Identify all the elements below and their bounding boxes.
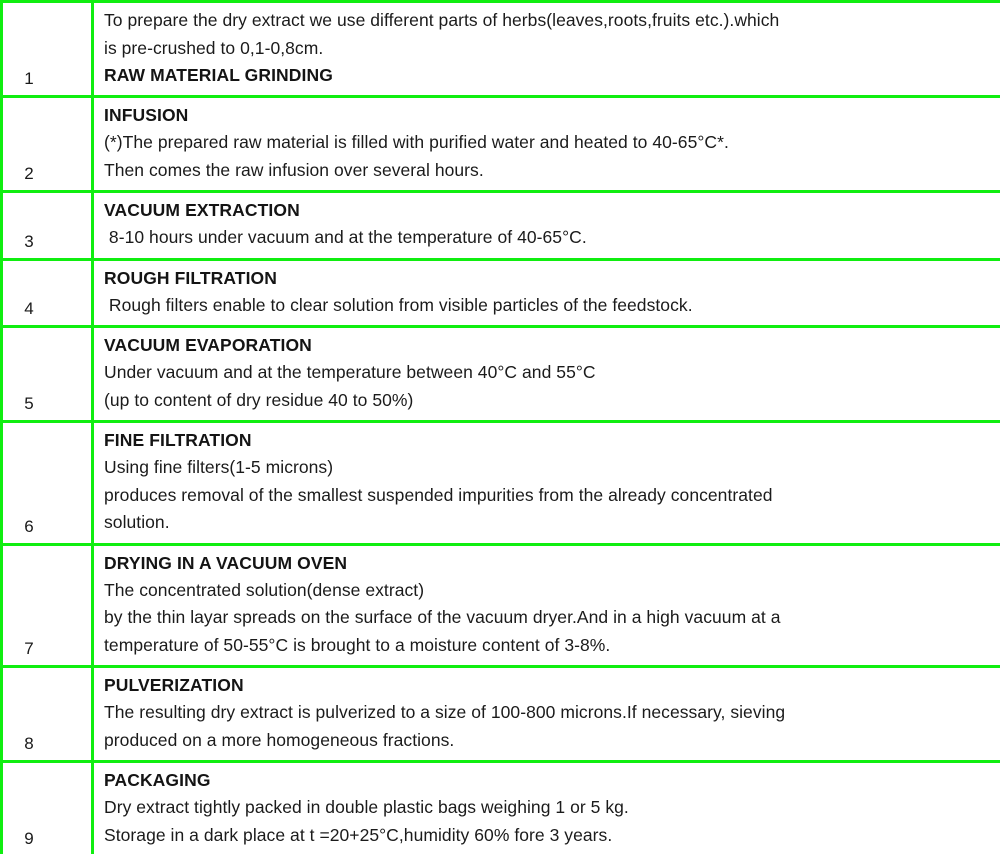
step-description-line: The concentrated solution(dense extract) — [104, 579, 425, 600]
step-content-cell — [93, 422, 1000, 545]
step-description-line: produces removal of the smallest suspended impurities from the already concentrated — [104, 484, 773, 505]
step-number: 3 — [24, 231, 34, 251]
step-description-line: Under vacuum and at the temperature between 40°C and 55°C — [104, 362, 596, 382]
step-description-line: (*)The prepared raw material is filled with purified water and heated to 40-65°C*. — [104, 132, 729, 152]
step-title: DRYING IN A VACUUM OVEN — [104, 552, 348, 573]
step-title: ROUGH FILTRATION — [104, 267, 278, 288]
step-description-line: by the thin layar spreads on the surface of the vacuum dryer.And in a high vacuum at a — [104, 607, 781, 627]
table-row — [2, 327, 1000, 422]
step-description-line: Storage in a dark place at t =20+25°C,humidity 60% fore 3 years. — [104, 824, 613, 845]
step-content-cell — [93, 2, 1000, 97]
step-title: PACKAGING — [104, 770, 211, 790]
step-title: PULVERIZATION — [104, 675, 244, 695]
table-body — [2, 2, 1000, 854]
step-number: 8 — [24, 734, 34, 753]
step-content-cell — [93, 327, 1000, 422]
step-description-line: 8-10 hours under vacuum and at the temperature of 40-65°C. — [104, 227, 587, 247]
step-number: 9 — [24, 829, 34, 848]
table-row — [2, 259, 1000, 327]
step-description-line: solution. — [104, 512, 170, 532]
step-content-cell — [93, 667, 1000, 762]
step-title: RAW MATERIAL GRINDING — [104, 65, 333, 85]
step-number-cell — [2, 422, 93, 545]
step-description-line: The resulting dry extract is pulverized to a size of 100-800 microns.If necessary, sieving — [104, 702, 786, 722]
table-row — [2, 97, 1000, 192]
step-title: FINE FILTRATION — [104, 430, 252, 450]
step-description-line: (up to content of dry residue 40 to 50%) — [104, 389, 414, 410]
table-row — [2, 544, 1000, 667]
step-title: INFUSION — [104, 105, 189, 125]
step-description-line: temperature of 50-55°C is brought to a moisture content of 3-8%. — [104, 634, 611, 655]
step-description-line: Using fine filters(1-5 microns) — [104, 457, 334, 477]
step-number: 4 — [24, 299, 34, 318]
step-content-cell — [93, 259, 1000, 327]
step-description-line: Then comes the raw infusion over several hours. — [104, 159, 484, 180]
step-number: 7 — [24, 639, 34, 658]
step-number-cell — [2, 192, 93, 260]
step-title: VACUUM EXTRACTION — [104, 200, 300, 220]
table-row — [2, 422, 1000, 545]
step-number-cell — [2, 259, 93, 327]
step-description-line: produced on a more homogeneous fractions. — [104, 729, 455, 750]
table-row — [2, 2, 1000, 97]
step-number-cell — [2, 667, 93, 762]
step-number-cell — [2, 544, 93, 667]
table-row — [2, 667, 1000, 762]
step-number: 5 — [24, 394, 34, 413]
step-content-cell — [93, 544, 1000, 667]
step-content-cell — [93, 762, 1000, 854]
step-number-cell — [2, 97, 93, 192]
step-number: 1 — [24, 69, 34, 88]
step-number: 2 — [24, 164, 34, 183]
step-number: 6 — [24, 516, 34, 536]
step-number-cell — [2, 762, 93, 854]
step-description-line: is pre-crushed to 0,1-0,8cm. — [104, 37, 324, 58]
step-description-line: Rough filters enable to clear solution from visible particles of the feedstock. — [104, 294, 693, 315]
step-content-cell — [93, 97, 1000, 192]
step-content-cell — [93, 192, 1000, 260]
step-number-cell — [2, 327, 93, 422]
step-description-line: Dry extract tightly packed in double plastic bags weighing 1 or 5 kg. — [104, 797, 629, 817]
step-description-line: To prepare the dry extract we use different parts of herbs(leaves,roots,fruits etc.).which — [104, 10, 780, 30]
step-title: VACUUM EVAPORATION — [104, 335, 312, 355]
table-row — [2, 192, 1000, 260]
step-number-cell — [2, 2, 93, 97]
table-row — [2, 762, 1000, 854]
